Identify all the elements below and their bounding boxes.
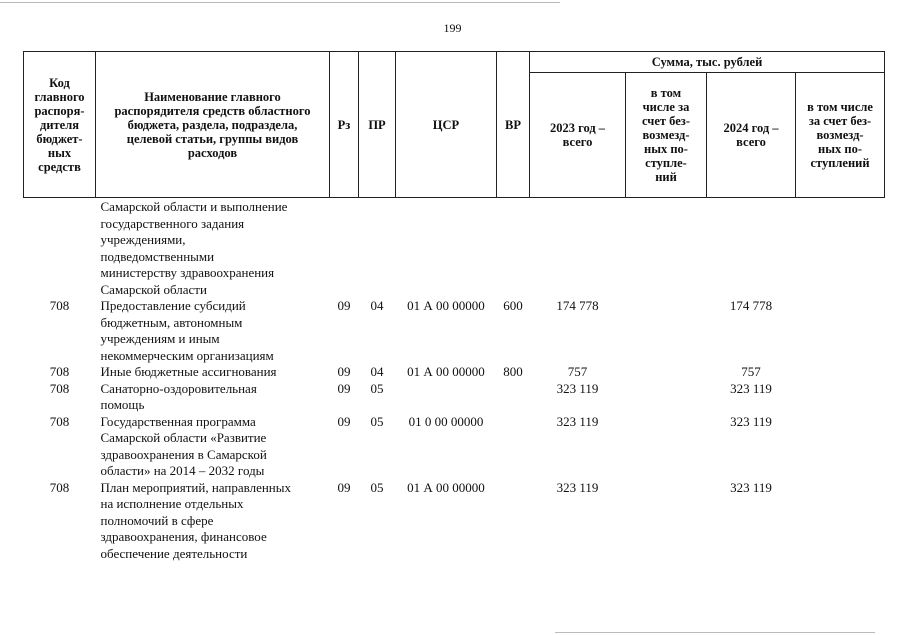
cell-2023-grants bbox=[626, 414, 707, 480]
cell-2023-total: 757 bbox=[567, 364, 588, 379]
page-number: 199 bbox=[443, 21, 462, 35]
name-line: бюджетным, автономным bbox=[100, 314, 243, 330]
name-line: Санаторно-оздоровительная bbox=[100, 380, 257, 396]
header-vr: ВР bbox=[497, 52, 530, 198]
cell-code: 708 bbox=[49, 364, 70, 379]
cell-2023-grants bbox=[626, 480, 707, 563]
cell-2023-total: 323 119 bbox=[556, 380, 599, 396]
name-line: на исполнение отдельных bbox=[100, 496, 244, 511]
cell-code: 708 bbox=[49, 413, 70, 429]
header-pr: ПР bbox=[359, 52, 396, 198]
header-2023-total: 2023 год – всего bbox=[530, 73, 626, 198]
cell-pr bbox=[359, 198, 396, 299]
cell-csr: 01 0 00 00000 bbox=[408, 413, 484, 429]
cell-code: 708 bbox=[49, 298, 70, 313]
cell-2023-grants bbox=[626, 364, 707, 381]
name-line: полномочий в сфере bbox=[100, 512, 214, 528]
name-line: Государственная программа bbox=[100, 413, 256, 429]
cell-2024-total: 323 119 bbox=[730, 479, 772, 495]
name-line: Самарской области bbox=[100, 281, 207, 297]
cell-rz: 09 bbox=[337, 298, 351, 313]
name-line: некоммерческим организациям bbox=[100, 347, 274, 363]
cell-2024-total bbox=[707, 198, 796, 299]
cell-2024-total: 323 119 bbox=[730, 380, 772, 396]
cell-2023-total bbox=[530, 198, 626, 299]
cell-code bbox=[24, 198, 96, 299]
cell-name bbox=[96, 298, 330, 364]
scan-artifact-top bbox=[0, 2, 560, 3]
scan-artifact-bottom bbox=[555, 632, 875, 633]
cell-2024-grants bbox=[796, 480, 885, 563]
cell-name bbox=[96, 414, 330, 480]
cell-rz: 09 bbox=[337, 413, 351, 429]
cell-2023-total: 174 778 bbox=[556, 298, 599, 313]
cell-2024-total: 323 119 bbox=[730, 413, 772, 429]
cell-rz: 09 bbox=[337, 364, 351, 379]
name-line: здравоохранения в Самарской bbox=[100, 446, 267, 462]
name-line: области» на 2014 – 2032 годы bbox=[100, 463, 265, 478]
table-row bbox=[24, 364, 885, 381]
cell-name bbox=[96, 381, 330, 414]
name-line: здравоохранения, финансовое bbox=[100, 529, 267, 544]
cell-pr: 05 bbox=[370, 380, 384, 396]
cell-code: 708 bbox=[49, 479, 70, 495]
header-csr: ЦСР bbox=[396, 52, 497, 198]
header-sum-group: Сумма, тыс. рублей bbox=[530, 52, 885, 73]
cell-2024-grants bbox=[796, 298, 885, 364]
cell-vr: 800 bbox=[503, 364, 523, 379]
name-line: Иные бюджетные ассигнования bbox=[100, 364, 277, 379]
name-line: учреждениями, bbox=[100, 232, 186, 247]
table-row bbox=[24, 381, 885, 414]
cell-pr: 05 bbox=[370, 479, 384, 495]
cell-2023-grants bbox=[626, 381, 707, 414]
cell-vr bbox=[497, 480, 530, 563]
cell-rz: 09 bbox=[337, 380, 351, 396]
table-header bbox=[24, 52, 885, 198]
header-2024-total: 2024 год – всего bbox=[707, 73, 796, 198]
cell-2024-grants bbox=[796, 414, 885, 480]
cell-csr: 01 А 00 00000 bbox=[407, 479, 485, 495]
cell-rz: 09 bbox=[337, 479, 351, 495]
cell-name bbox=[96, 364, 330, 381]
cell-pr: 05 bbox=[370, 413, 384, 429]
name-line: Самарской области и выполнение bbox=[100, 199, 288, 214]
cell-2023-total: 323 119 bbox=[556, 413, 599, 429]
cell-vr: 600 bbox=[503, 298, 523, 313]
header-name: Наименование главного распорядителя средств областного бюджета, раздела, подраздела, целевой статьи, группы видов расходов bbox=[96, 52, 330, 198]
cell-vr bbox=[497, 414, 530, 480]
cell-code: 708 bbox=[49, 380, 70, 396]
cell-2024-total: 174 778 bbox=[729, 298, 773, 313]
cell-csr bbox=[396, 381, 497, 414]
cell-2024-grants bbox=[796, 364, 885, 381]
name-line: обеспечение деятельности bbox=[100, 545, 248, 561]
cell-2024-total: 757 bbox=[741, 364, 761, 379]
cell-2023-total: 323 119 bbox=[556, 479, 599, 495]
name-line: государственного задания bbox=[100, 215, 245, 231]
name-line: подведомственными bbox=[100, 248, 215, 264]
header-2024-grants: в том числе за счет без- возмезд- ных по- ступлений bbox=[796, 73, 885, 198]
name-line: помощь bbox=[100, 397, 145, 412]
name-line: План мероприятий, направленных bbox=[100, 479, 291, 495]
table-row bbox=[24, 414, 885, 480]
table-row bbox=[24, 480, 885, 563]
name-line: министерству здравоохранения bbox=[100, 265, 275, 280]
cell-name bbox=[96, 198, 330, 299]
cell-2023-grants bbox=[626, 298, 707, 364]
name-line: Предоставление субсидий bbox=[100, 298, 246, 313]
header-code: Код главного распоря- дителя бюджет- ных средств bbox=[24, 52, 96, 198]
cell-2024-grants bbox=[796, 381, 885, 414]
cell-name bbox=[96, 480, 330, 563]
table-body bbox=[24, 198, 885, 563]
name-line: учреждениям и иным bbox=[100, 331, 220, 346]
cell-vr bbox=[497, 198, 530, 299]
cell-pr: 04 bbox=[370, 364, 384, 379]
header-2023-grants: в том числе за счет без- возмезд- ных по- ступле- ний bbox=[626, 73, 707, 198]
table-row bbox=[24, 298, 885, 364]
cell-csr: 01 А 00 00000 bbox=[407, 364, 485, 379]
table-row bbox=[24, 198, 885, 299]
name-line: Самарской области «Развитие bbox=[100, 430, 267, 445]
header-rz: Рз bbox=[330, 52, 359, 198]
cell-pr: 04 bbox=[370, 298, 384, 313]
cell-vr bbox=[497, 381, 530, 414]
cell-2024-grants bbox=[796, 198, 885, 299]
cell-2023-grants bbox=[626, 198, 707, 299]
budget-table bbox=[23, 51, 885, 562]
cell-rz bbox=[330, 198, 359, 299]
cell-csr: 01 А 00 00000 bbox=[407, 298, 485, 313]
cell-csr bbox=[396, 198, 497, 299]
